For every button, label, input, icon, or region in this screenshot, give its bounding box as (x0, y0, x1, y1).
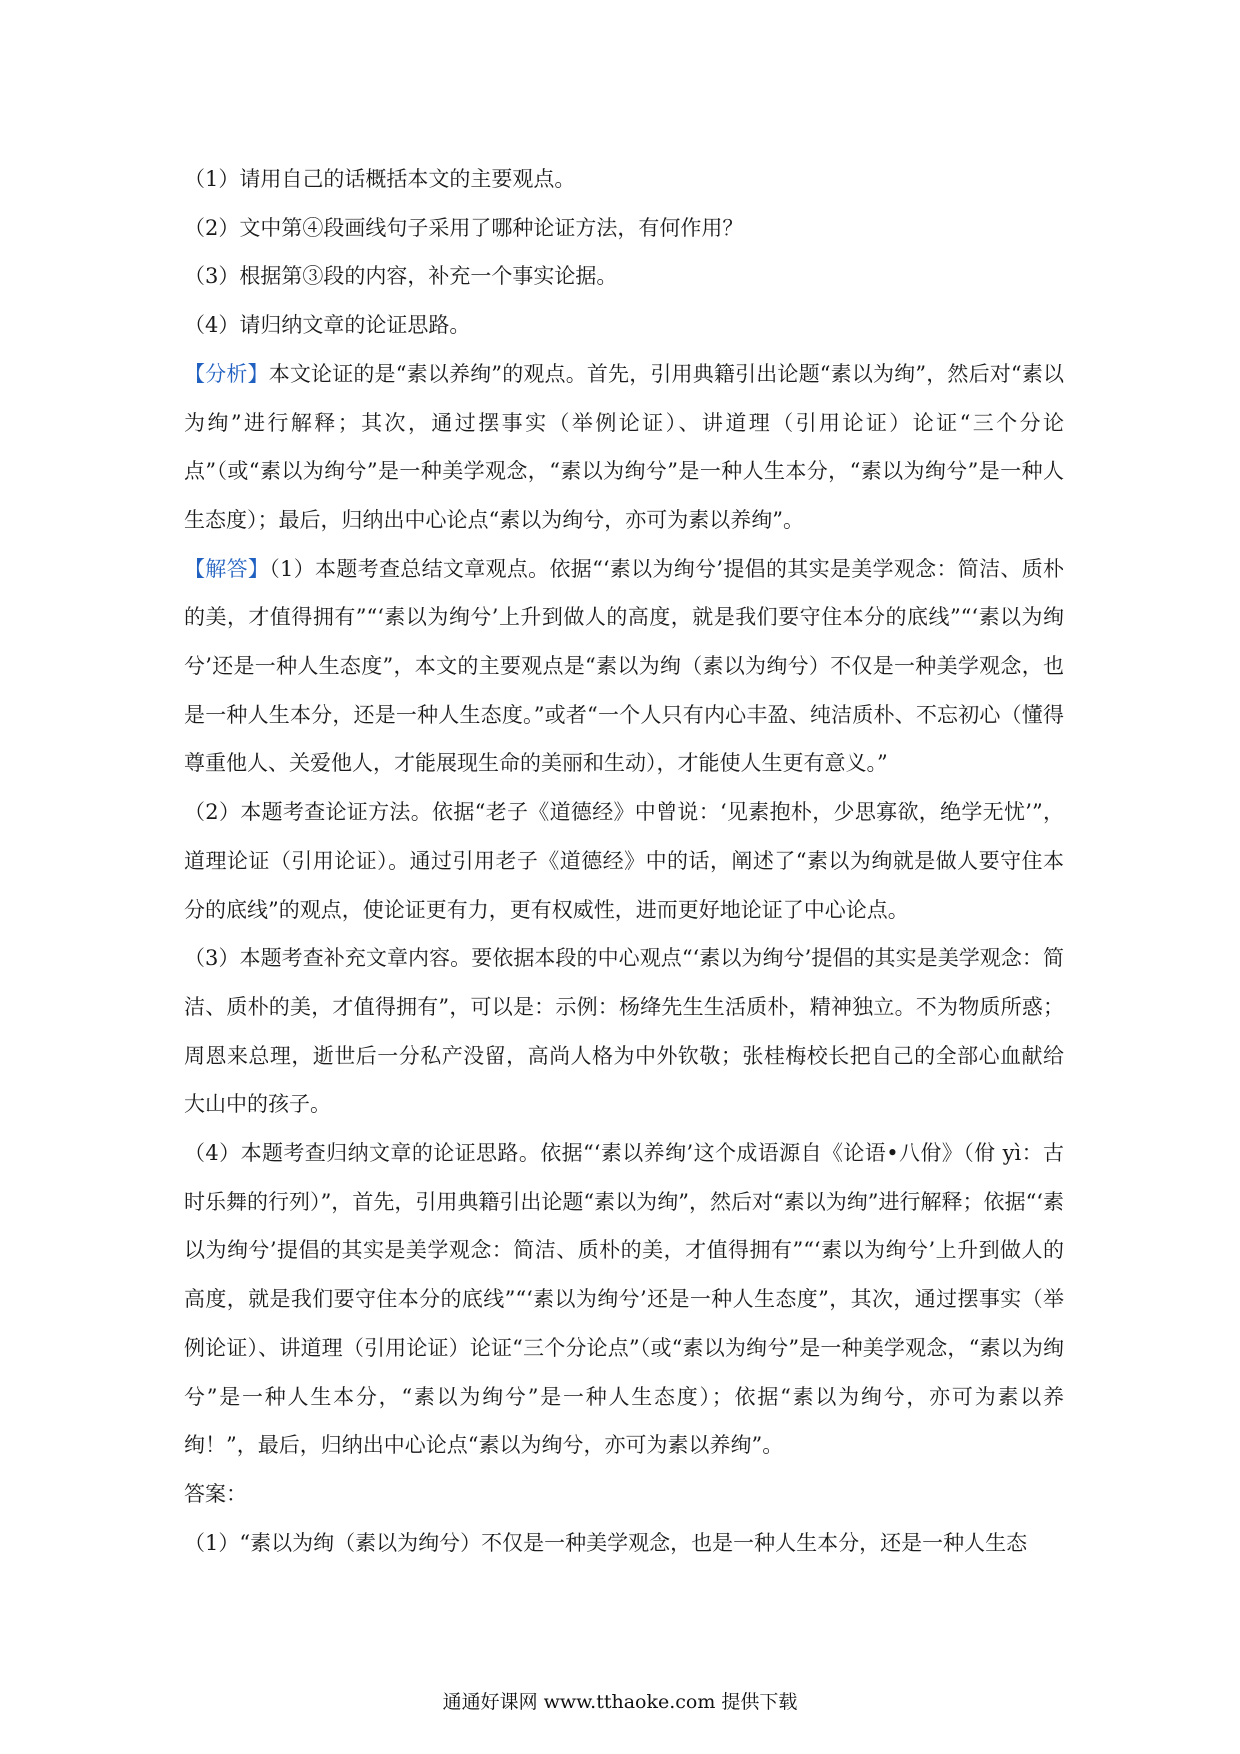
solution-part-1: （1）本题考查总结文章观点。依据“‘素以为绚兮’提倡的其实是美学观念：简洁、质朴的美，才值得拥有”“‘素以为绚兮’上升到做人的高度，就是我们要守住本分的底线”“‘素以为绚兮’还是一种人生态度”，本文的主要观点是“素以为绚（素以为绚兮）不仅是一种美学观念，也是一种人生本分，还是一种人生态度。”或者“一个人只有内心丰盈、纯洁质朴、不忘初心（懂得尊重他人、关爱他人，才能展现生命的美丽和生动），才能使人生更有意义。” (184, 556, 1064, 776)
analysis-tag: 【分析】 (184, 361, 269, 386)
analysis-paragraph (184, 350, 1064, 545)
question-1: （1）请用自己的话概括本文的主要观点。 (184, 167, 576, 191)
page-footer: 通通好课网 www.tthaoke.com 提供下载 (442, 1691, 798, 1713)
solution-part-3: （3）本题考查补充文章内容。要依据本段的中心观点“‘素以为绚兮’提倡的其实是美学观念：简洁、质朴的美，才值得拥有”，可以是：示例：杨绛先生生活质朴，精神独立。不为物质所惑；周恩来总理，逝世后一分私产没留，高尚人格为中外钦敬；张桂梅校长把自己的全部心血献给大山中的孩子。 (184, 946, 1064, 1117)
solution-part-4: （4）本题考查归纳文章的论证思路。依据“‘素以养绚’这个成语源自《论语•八佾》（佾 yì：古时乐舞的行列）”，首先，引用典籍引出论题“素以为绚”，然后对“素以为绚”进行解释；依据“‘素以为绚兮’提倡的其实是美学观念：简洁、质朴的美，才值得拥有”“‘素以为绚兮’上升到做人的高度，就是我们要守住本分的底线”“‘素以为绚兮’还是一种人生态度”，其次，通过摆事实（举例论证）、讲道理（引用论证）论证“三个分论点”（或“素以为绚兮”是一种美学观念，“素以为绚兮”是一种人生本分，“素以为绚兮”是一种人生态度）；依据“素以为绚兮，亦可为素以养绚！”，最后，归纳出中心论点“素以为绚兮，亦可为素以养绚”。 (184, 1141, 1064, 1458)
question-3: （3）根据第③段的内容，补充一个事实论据。 (184, 264, 618, 289)
question-2: （2）文中第④段画线句子采用了哪种论证方法，有何作用？ (184, 215, 744, 240)
question-4: （4）请归纳文章的论证思路。 (184, 313, 471, 338)
solution-paragraph-1 (184, 545, 1064, 789)
solution-tag: 【解答】 (184, 556, 270, 581)
analysis-text: 本文论证的是“素以养绚”的观点。首先，引用典籍引出论题“素以为绚”，然后对“素以为绚”进行解释；其次，通过摆事实（举例论证）、讲道理（引用论证）论证“三个分论点”（或“素以为绚兮”是一种美学观念，“素以为绚兮”是一种人生本分，“素以为绚兮”是一种人生态度）；最后，归纳出中心论点“素以为绚兮，亦可为素以养绚”。 (184, 361, 1064, 532)
document-body (184, 155, 1064, 1567)
answer-label: 答案： (184, 1481, 247, 1506)
answer-part-1: （1）“素以为绚（素以为绚兮）不仅是一种美学观念，也是一种人生本分，还是一种人生态 (184, 1530, 1028, 1555)
solution-part-2: （2）本题考查论证方法。依据“老子《道德经》中曾说：‘见素抱朴，少思寡欲，绝学无忧’”，道理论证（引用论证）。通过引用老子《道德经》中的话，阐述了“素以为绚就是做人要守住本分的底线”的观点，使论证更有力，更有权威性，进而更好地论证了中心论点。 (184, 800, 1064, 922)
